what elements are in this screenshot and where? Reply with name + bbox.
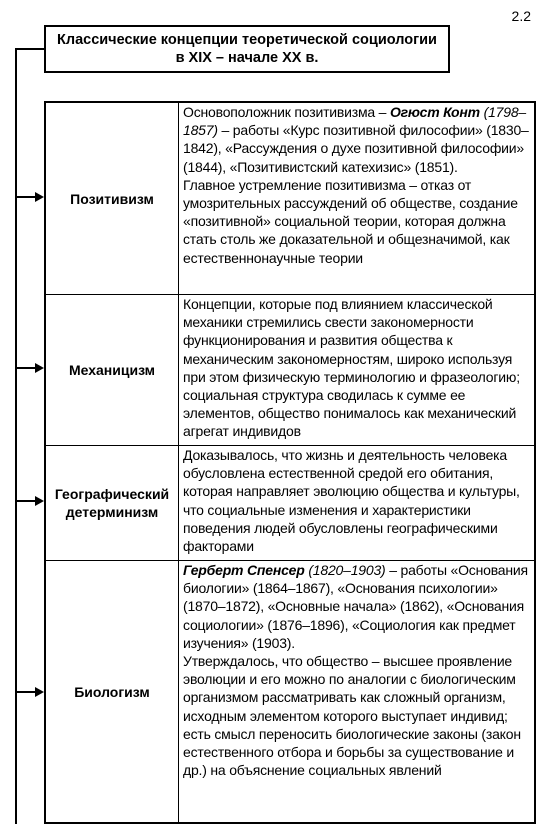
arrow-positivism [15,196,37,198]
label-biologism: Биологизм [46,561,179,822]
desc-positivism [181,103,532,294]
row-positivism [46,103,534,294]
biologism-para2: Утверждалось, что общество – высшее проявление эволюции и его можно по аналогии с биологическим организмом рассматривать как сложный организм, исходным элементом которого выступает индивид; есть смысл переносить биологические законы (закон естественного отбора и борьбы за существование и др.) на объяснение социальных явлений [183,653,521,779]
connector-trunk [15,48,17,824]
arrow-head-icon [35,363,44,373]
label-positivism: Позитивизм [46,103,179,294]
label-geographic: Географический детерминизм [46,446,179,560]
diagram-title [44,25,450,73]
years-spencer: (1820–1903) [308,562,386,578]
page-number: 2.2 [511,8,531,24]
connector-top [15,48,44,50]
works-comte: – работы «Курс позитивной философии» (1830–1842), «Рассуждения о духе позитивной философии» (1844), «Позитивистский катехизис» (1851). [183,122,529,175]
row-biologism [46,560,534,822]
row-mechanicism [46,294,534,445]
title-line-1: Классические концепции теоретической социологии [57,32,437,48]
works-spencer: – работы «Основания биологии» (1864–1867), «Основания психологии» (1870–1872), «Основные начала» (1862), «Основания социологии» (1876–1896), «Социология как предмет изучения» (1903). [183,562,528,651]
desc-mechanicism: Концепции, которые под влиянием классической механики стремились свести закономерности функционирования и развития общества к механическим закономерностям, широко используя при этом физическую терминологию и фразеологию; социальная структура сводилась к сумме ее элементов, общество понималось как механический агрегат индивидов [183,296,520,440]
title-line-2: в XIX – начале XX в. [175,50,319,66]
arrow-head-icon [35,192,44,202]
positivism-intro: Основоположник позитивизма – [183,104,390,120]
arrow-geographic [15,500,37,502]
positivism-para2: Главное устремление позитивизма – отказ от умозрительных рассуждений об обществе, создание «позитивной» социальной теории, которая должна стать столь же доказательной и общезначимой, как естественнонаучные теории [183,176,518,266]
concepts-table [44,101,536,824]
author-comte: Огюст Конт [389,104,480,120]
years-comte: (1798–1857) [183,104,527,139]
desc-geographic: Доказывалось, что жизнь и деятельность человека обусловлена естественной средой его обитания, которая направляет эволюцию общества и культуры, что социальные изменения и характеристики поведения людей обусловлены географическими факторами [183,447,520,555]
arrow-head-icon [35,496,44,506]
arrow-mechanicism [15,367,37,369]
desc-biologism [181,561,532,822]
author-spencer: Герберт Спенсер [183,562,305,578]
arrow-biologism [15,691,37,693]
label-mechanicism: Механицизм [46,295,179,445]
row-geographic [46,445,534,560]
arrow-head-icon [35,687,44,697]
